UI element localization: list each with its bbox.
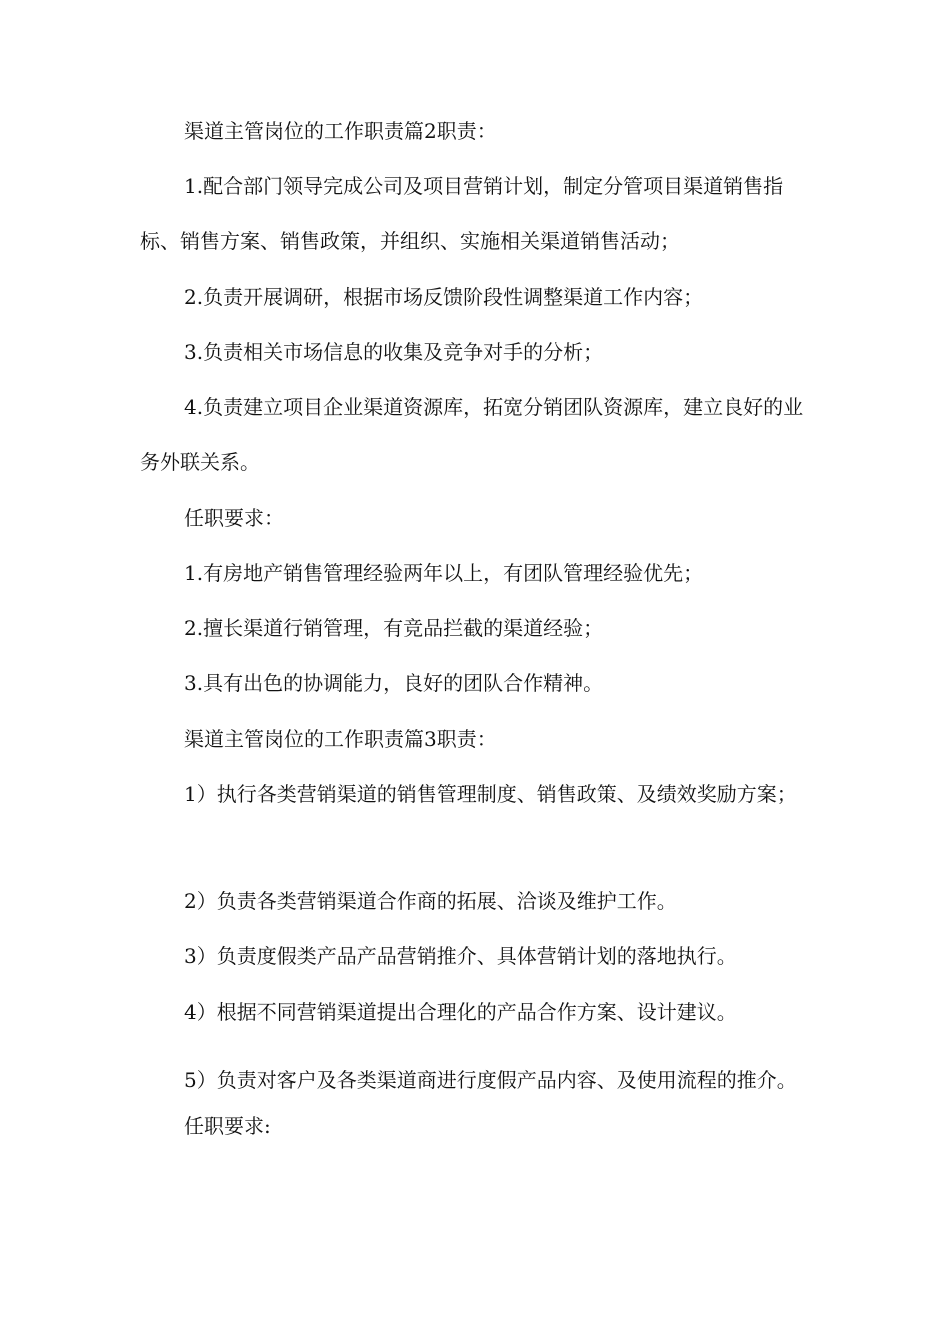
duty-item-3-3: 3）负责度假类产品产品营销推介、具体营销计划的落地执行。 <box>184 944 737 968</box>
duty-item-3-2: 2）负责各类营销渠道合作商的拓展、洽谈及维护工作。 <box>184 889 677 913</box>
requirement-item-3: 3.具有出色的协调能力，良好的团队合作精神。 <box>184 671 604 695</box>
duty-item-4: 4.负责建立项目企业渠道资源库，拓宽分销团队资源库，建立良好的业务外联关系。 <box>140 395 804 474</box>
duty-item-2: 2.负责开展调研，根据市场反馈阶段性调整渠道工作内容； <box>184 285 704 309</box>
duty-item-1: 1.配合部门领导完成公司及项目营销计划，制定分管项目渠道销售指标、销售方案、销售政策，并组织、实施相关渠道销售活动； <box>140 174 784 253</box>
requirements-heading-3: 任职要求: <box>184 1114 271 1138</box>
section-heading-3: 渠道主管岗位的工作职责篇3职责： <box>184 727 497 751</box>
requirements-heading: 任职要求： <box>184 506 284 530</box>
duty-item-3-1: 1）执行各类营销渠道的销售管理制度、销售政策、及绩效奖励方案； <box>184 782 797 806</box>
duty-item-3: 3.负责相关市场信息的收集及竞争对手的分析； <box>184 340 604 364</box>
requirement-item-2: 2.擅长渠道行销管理，有竞品拦截的渠道经验； <box>184 616 604 640</box>
duty-item-3-4: 4）根据不同营销渠道提出合理化的产品合作方案、设计建议。 <box>184 1000 737 1024</box>
section-heading-2: 渠道主管岗位的工作职责篇2职责： <box>184 119 497 143</box>
duty-item-3-5: 5）负责对客户及各类渠道商进行度假产品内容、及使用流程的推介。 <box>184 1068 797 1092</box>
requirement-item-1: 1.有房地产销售管理经验两年以上，有团队管理经验优先； <box>184 561 704 585</box>
